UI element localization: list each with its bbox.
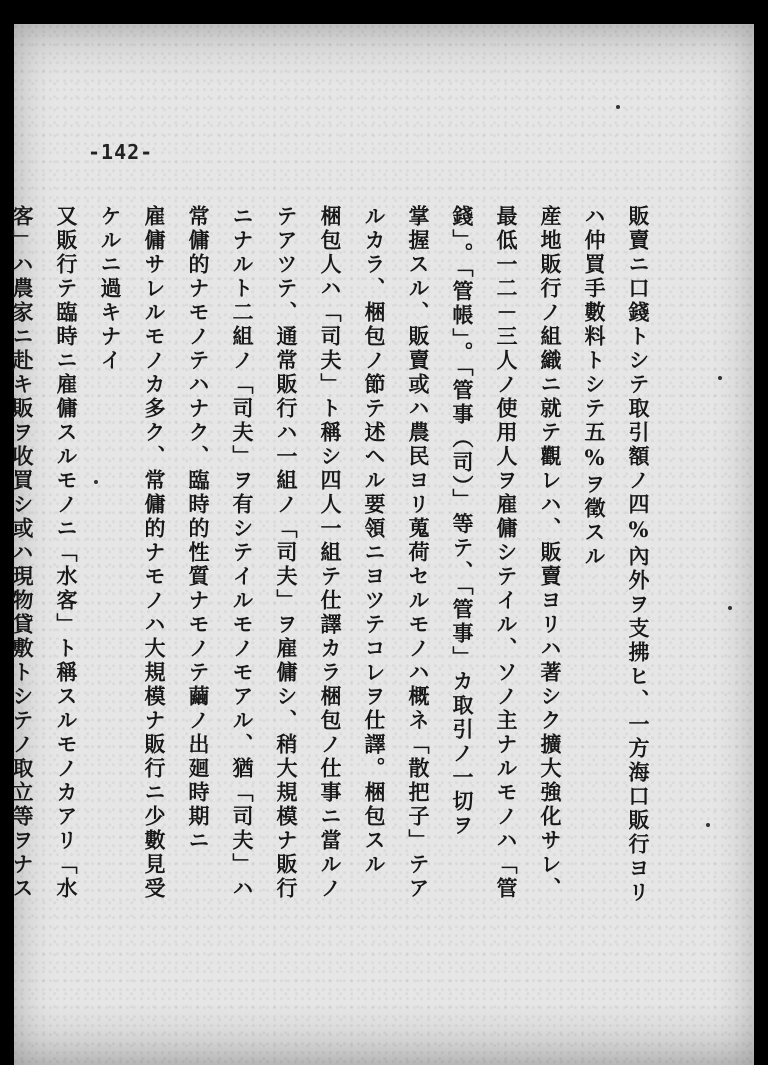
text-column: 雇傭サレルモノカ多ク、常傭的ナモノハ大規模ナ販行ニ少數見受 [142, 205, 167, 901]
scan-speck [728, 606, 732, 610]
text-column: ニナルト二組ノ「司夫」ヲ有シテイルモノモアル、猶「司夫」ハ [230, 205, 255, 901]
vertical-text-body [10, 205, 660, 965]
text-column: ハ仲買手數料トシテ五%ヲ徵スル [582, 205, 607, 569]
text-column: 産地販行ノ組織ニ就テ觀レハ、販賣ヨリハ著シク擴大強化サレ、 [538, 205, 563, 901]
scan-speck [616, 105, 620, 109]
text-column: 掌握スル、販賣或ハ農民ヨリ蒐荷セルモノハ概ネ「散把子」テア [406, 205, 431, 901]
text-column: 梱包人ハ「司夫」ト稱シ四人一組テ仕譯カラ梱包ノ仕事ニ當ルノ [318, 205, 343, 901]
text-column: 最低一二－三人ノ使用人ヲ雇傭シテイル、ソノ主ナルモノハ「管 [494, 205, 519, 901]
text-column: 客」ハ農家ニ赴キ販ヲ收買シ或ハ現物貸敷トシテノ取立等ヲナス [10, 205, 35, 901]
text-column: 又販行テ臨時ニ雇傭スルモノニ「水客」ト稱スルモノカアリ「水 [54, 205, 79, 901]
text-column: 販賣ニ口錢トシテ取引額ノ四%內外ヲ支拂ヒ、一方海口販行ヨリ [626, 205, 651, 905]
scan-speck [718, 376, 722, 380]
text-column: テアツテ、通常販行ハ一組ノ「司夫」ヲ雇傭シ、稍大規模ナ販行 [274, 205, 299, 901]
text-column: ケルニ過キナイ [98, 205, 123, 373]
page-number: -142- [88, 140, 154, 164]
scan-speck [94, 480, 98, 484]
text-column: ルカラ、梱包ノ節テ述ヘル要領ニヨツテコレヲ仕譯。梱包スル [362, 205, 387, 877]
text-column: 常傭的ナモノテハナク、臨時的性質ナモノテ繭ノ出廻時期ニ [186, 205, 211, 853]
text-column: 錢」。「管帳」。「管事（司）」等テ、「管事」カ取引ノ一切ヲ [450, 205, 475, 838]
scan-speck [706, 823, 710, 827]
